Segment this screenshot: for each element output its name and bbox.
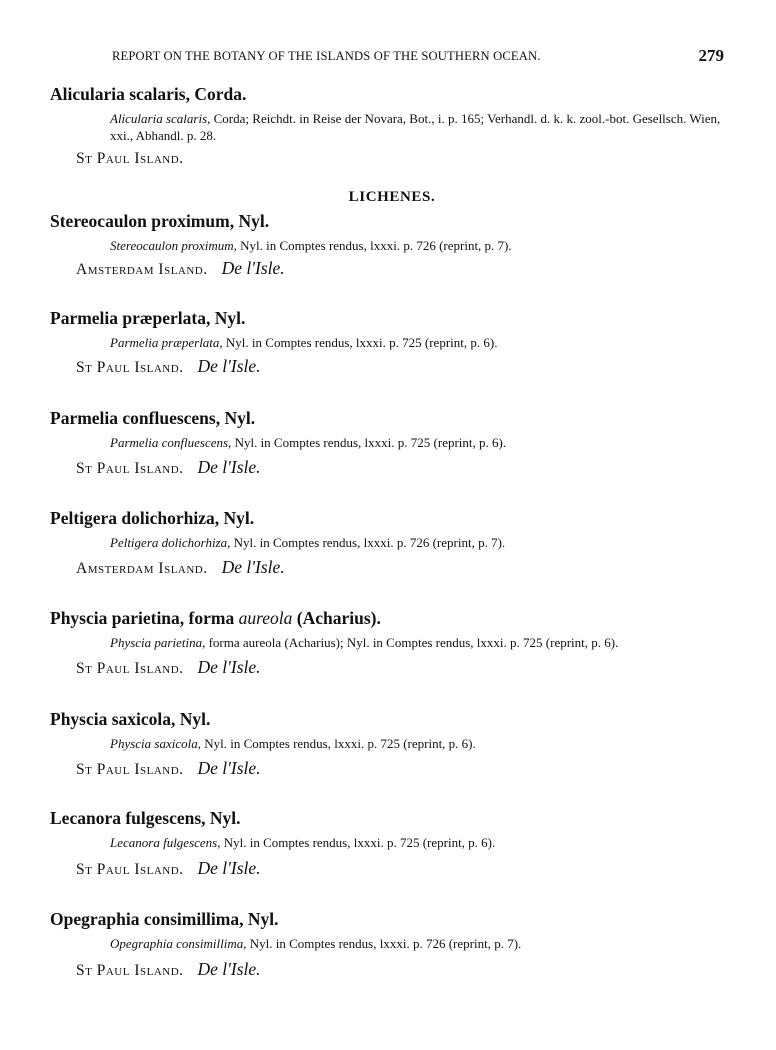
citation bbox=[110, 334, 730, 351]
citation-taxon: Parmelia confluescens, bbox=[110, 435, 232, 450]
species-name: Peltigera dolichorhiza, Nyl. bbox=[50, 508, 255, 528]
locality-name: Amsterdam Island. bbox=[76, 261, 208, 278]
collector: De l'Isle. bbox=[221, 557, 285, 577]
locality bbox=[76, 758, 261, 779]
species-name: Opegraphia consimillima, Nyl. bbox=[50, 909, 279, 929]
citation-taxon: Physcia parietina, bbox=[110, 635, 206, 650]
species-name-text: Physcia parietina, forma bbox=[50, 608, 239, 628]
locality-name: St Paul Island. bbox=[76, 359, 184, 376]
species-name: Stereocaulon proximum, Nyl. bbox=[50, 211, 270, 231]
citation-reference: Corda; Reichdt. in Reise der Novara, Bot., i. p. 165; Verhandl. d. k. k. zool.-bot. Gesellsch. Wien, xxi., Abhandl. p. 28. bbox=[110, 111, 721, 143]
running-head bbox=[112, 46, 724, 68]
locality-name: St Paul Island. bbox=[76, 761, 184, 778]
citation bbox=[110, 834, 730, 851]
collector: De l'Isle. bbox=[197, 356, 261, 376]
locality-name: Amsterdam Island. bbox=[76, 560, 208, 577]
locality bbox=[76, 657, 261, 678]
citation bbox=[110, 110, 730, 144]
citation-taxon: Stereocaulon proximum, bbox=[110, 238, 237, 253]
citation bbox=[110, 735, 730, 752]
species-name: Parmelia confluescens, Nyl. bbox=[50, 408, 256, 428]
collector: De l'Isle. bbox=[197, 457, 261, 477]
running-title: REPORT ON THE BOTANY OF THE ISLANDS OF THE SOUTHERN OCEAN. bbox=[112, 49, 541, 63]
locality-name: St Paul Island. bbox=[76, 962, 184, 979]
citation bbox=[110, 634, 750, 651]
locality bbox=[76, 959, 261, 980]
citation bbox=[110, 935, 730, 952]
citation bbox=[110, 534, 730, 551]
section-heading: LICHENES. bbox=[348, 189, 436, 205]
citation-reference: Nyl. in Comptes rendus, lxxxi. p. 725 (reprint, p. 6). bbox=[220, 835, 496, 850]
locality bbox=[76, 457, 261, 478]
citation-taxon: Peltigera dolichorhiza, bbox=[110, 535, 231, 550]
citation bbox=[110, 434, 730, 451]
collector: De l'Isle. bbox=[197, 858, 261, 878]
locality bbox=[76, 557, 285, 578]
locality-name: St Paul Island. bbox=[76, 660, 184, 677]
locality-name: St Paul Island. bbox=[76, 150, 184, 167]
citation-taxon: Alicularia scalaris, bbox=[110, 111, 211, 126]
citation-reference: Nyl. in Comptes rendus, lxxxi. p. 725 (reprint, p. 6). bbox=[222, 335, 498, 350]
citation-reference: Nyl. in Comptes rendus, lxxxi. p. 725 (reprint, p. 6). bbox=[231, 435, 507, 450]
species-name: Alicularia scalaris, Corda. bbox=[50, 84, 247, 104]
citation-reference: Nyl. in Comptes rendus, lxxxi. p. 725 (reprint, p. 6). bbox=[200, 736, 476, 751]
citation-reference: forma aureola (Acharius); Nyl. in Comptes rendus, lxxxi. p. 725 (reprint, p. 6). bbox=[205, 635, 619, 650]
locality bbox=[76, 258, 285, 279]
citation-reference: Nyl. in Comptes rendus, lxxxi. p. 726 (reprint, p. 7). bbox=[236, 238, 512, 253]
locality-name: St Paul Island. bbox=[76, 460, 184, 477]
species-form: aureola bbox=[238, 608, 293, 628]
citation-taxon: Opegraphia consimillima, bbox=[110, 936, 247, 951]
citation-reference: Nyl. in Comptes rendus, lxxxi. p. 726 (reprint, p. 7). bbox=[230, 535, 506, 550]
citation-taxon: Parmelia præperlata, bbox=[110, 335, 223, 350]
species-name: Parmelia præperlata, Nyl. bbox=[50, 308, 246, 328]
species-authority: (Acharius). bbox=[292, 608, 381, 628]
collector: De l'Isle. bbox=[197, 959, 261, 979]
locality bbox=[76, 858, 261, 879]
citation-taxon: Physcia saxicola, bbox=[110, 736, 201, 751]
collector: De l'Isle. bbox=[197, 657, 261, 677]
species-name: Lecanora fulgescens, Nyl. bbox=[50, 808, 241, 828]
citation-reference: Nyl. in Comptes rendus, lxxxi. p. 726 (reprint, p. 7). bbox=[246, 936, 522, 951]
citation-taxon: Lecanora fulgescens, bbox=[110, 835, 221, 850]
locality bbox=[76, 356, 261, 377]
collector: De l'Isle. bbox=[221, 258, 285, 278]
page-number: 279 bbox=[698, 46, 724, 65]
citation bbox=[110, 237, 730, 254]
species-name: Physcia saxicola, Nyl. bbox=[50, 709, 211, 729]
locality-name: St Paul Island. bbox=[76, 861, 184, 878]
collector: De l'Isle. bbox=[197, 758, 261, 778]
locality bbox=[76, 150, 184, 168]
species-name bbox=[50, 608, 381, 629]
